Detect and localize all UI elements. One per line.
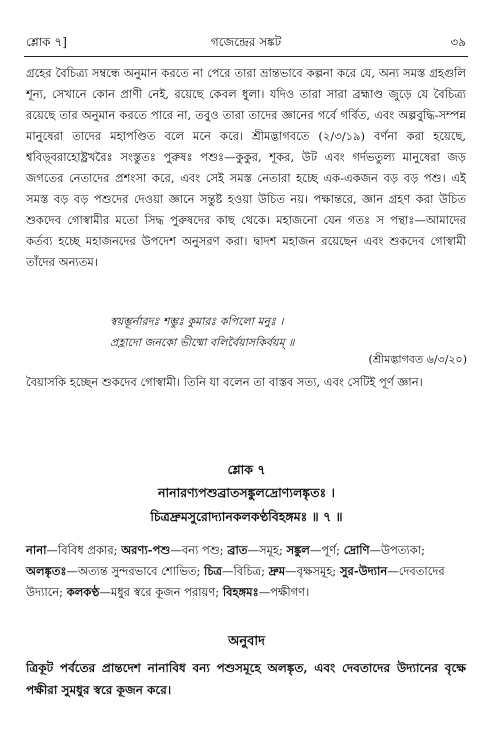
purport-paragraph-1: গ্রহের বৈচিত্র্য সম্বন্ধে অনুমান করতে না পেরে তারা ভ্রান্তভাবে কল্পনা করে যে, অন্য সমস্ত গ্রহগুলি শূন্য, সেখানে কোন প্রাণী নেই, রয়েছে কেবল ধুলা। যদিও তারা সারা ব্রহ্মাণ্ড জুড়ে যে বৈচিত্র্য রয়েছে তার অনুমান করতে পারে না, তবুও তারা তাদের জ্ঞানের গর্বে গর্বিত, এবং অল্পবুদ্ধি-সম্পন্ন মানুষেরা তাদের মহাপণ্ডিত বলে মনে করে। শ্রীমদ্ভাগবতে (২/৩/১৯) বর্ণনা করা হয়েছে, শ্ববিড়্‌বরাহোষ্ট্রখরৈঃ সংস্তুতঃ পুরুষঃ পশুঃ—কুকুর, শূকর, উট এবং গর্দভতুল্য মানুষেরা জড় জগতের নেতাদের প্রশংসা করে, এবং সেই সমস্ত নেতারা হচ্ছে এক-একজন বড় বড় পশু। এই সমস্ত বড় বড় পশুদের দেওয়া জ্ঞানে সন্তুষ্ট হওয়া উচিত নয়। পক্ষান্তরে, জ্ঞান গ্রহণ করা উচিত শুকদেব গোস্বামীর মতো সিদ্ধ পুরুষদের কাছ থেকে। মহাজনো যেন গতঃ স পন্থাঃ—আমাদের কর্তব্য হচ্ছে মহাজনদের উপদেশ অনুসরণ করা। দ্বাদশ মহাজন রয়েছেন এবং শুকদেব গোস্বামী তাঁদের অন্যতম। — [26, 66, 466, 269]
purport-paragraph-2: বৈয়াসকি হচ্ছেন শুকদেব গোস্বামী। তিনি যা বলেন তা বাস্তব সত্য, এবং সেটিই পূর্ণ জ্ঞান। — [26, 375, 423, 389]
synonym-meaning: বিচিত্র; — [233, 564, 269, 578]
synonym-meaning: পক্ষীগণ। — [270, 585, 310, 599]
synonym-word: অলঙ্কৃতঃ — [26, 564, 67, 578]
synonym-word: দ্রুম — [268, 564, 286, 578]
synonyms-section: নানা—বিবিধ প্রকার; অরণ্য-পশু—বন্য পশু; ব্রাত—সমূহ; সঙ্কুল—পূর্ণ; দ্রোণি—উপত্যকা; অলঙ্কৃতঃ—অত্যন্ত সুন্দরভাবে শোভিত; চিত্র—বিচিত্র; দ্রুম—বৃক্ষসমূহ; সুর-উদ্যান—দেবতাদের উদ্যানে; কলকণ্ঠ—মধুর স্বরে কূজন পরায়ণ; বিহঙ্গমঃ—পক্ষীগণ। — [26, 543, 445, 599]
synonym-word: ব্রাত — [227, 543, 248, 557]
synonym-meaning: বৃক্ষসমূহ; — [296, 564, 340, 578]
quoted-verse-line-2: প্রহ্লাদো জনকো ভীষ্মো বলির্বৈয়াসকির্বয়ম্ ॥ — [110, 336, 295, 349]
quoted-verse-line-1: স্বয়ম্ভূর্নারদঃ শম্ভুঃ কুমারঃ কপিলো মনুঃ । — [110, 315, 284, 328]
translation-text: ত্রিকূট পর্বতের প্রান্তদেশ নানাবিধ বন্য পশুসমূহে অলঙ্কৃত, এবং দেবতাদের উদ্যানের বৃক্ষে পক্ষীরা সুমধুর স্বরে কূজন করে। — [26, 661, 466, 697]
synonym-word: চিত্র — [204, 564, 222, 578]
synonym-word: বিহঙ্গমঃ — [222, 585, 259, 599]
sloka-line-1: নানারণ্যপশুব্রাতসঙ্কুলদ্রোণ্যলঙ্কৃতঃ । — [158, 485, 335, 500]
synonym-word: অরণ্য-পশু — [121, 543, 171, 557]
header-divider — [24, 56, 468, 57]
header-verse-ref: শ্লোক ৭] — [26, 35, 67, 49]
synonym-meaning: পূর্ণ; — [321, 543, 344, 557]
synonym-meaning: সমূহ; — [258, 543, 287, 557]
header-chapter-title: গজেন্দ্রের সঙ্কট — [210, 35, 282, 49]
synonym-meaning: উপত্যকা; — [381, 543, 426, 557]
synonym-word: নানা — [26, 543, 47, 557]
synonym-word: সঙ্কুল — [286, 543, 310, 557]
synonym-meaning: মধুর স্বরে কূজন পরায়ণ; — [110, 585, 223, 599]
synonym-word: দ্রোণি — [343, 543, 370, 557]
page-header — [26, 34, 466, 54]
header-page-number: ৩৯ — [450, 35, 466, 49]
synonym-meaning: অত্যন্ত সুন্দরভাবে শোভিত; — [77, 564, 205, 578]
synonym-meaning: বিবিধ প্রকার; — [57, 543, 122, 557]
synonym-meaning: দেবতাদের উদ্যানে; — [26, 564, 445, 599]
synonym-word: সুর-উদ্যান — [339, 564, 388, 578]
verse-citation: (শ্রীমদ্ভাগবত ৬/৩/২০) — [368, 353, 467, 366]
sloka-heading: শ্লোক ৭ — [227, 462, 266, 477]
translation-heading: অনুবাদ — [228, 634, 265, 649]
quoted-verse — [110, 311, 450, 353]
synonym-meaning: বন্য পশু; — [181, 543, 228, 557]
sloka-line-2: চিত্রদ্রুমসুরোদ্যানকলকণ্ঠবিহঙ্গমঃ ॥ ৭ ॥ — [150, 509, 343, 524]
synonym-word: কলকণ্ঠ — [66, 585, 100, 599]
